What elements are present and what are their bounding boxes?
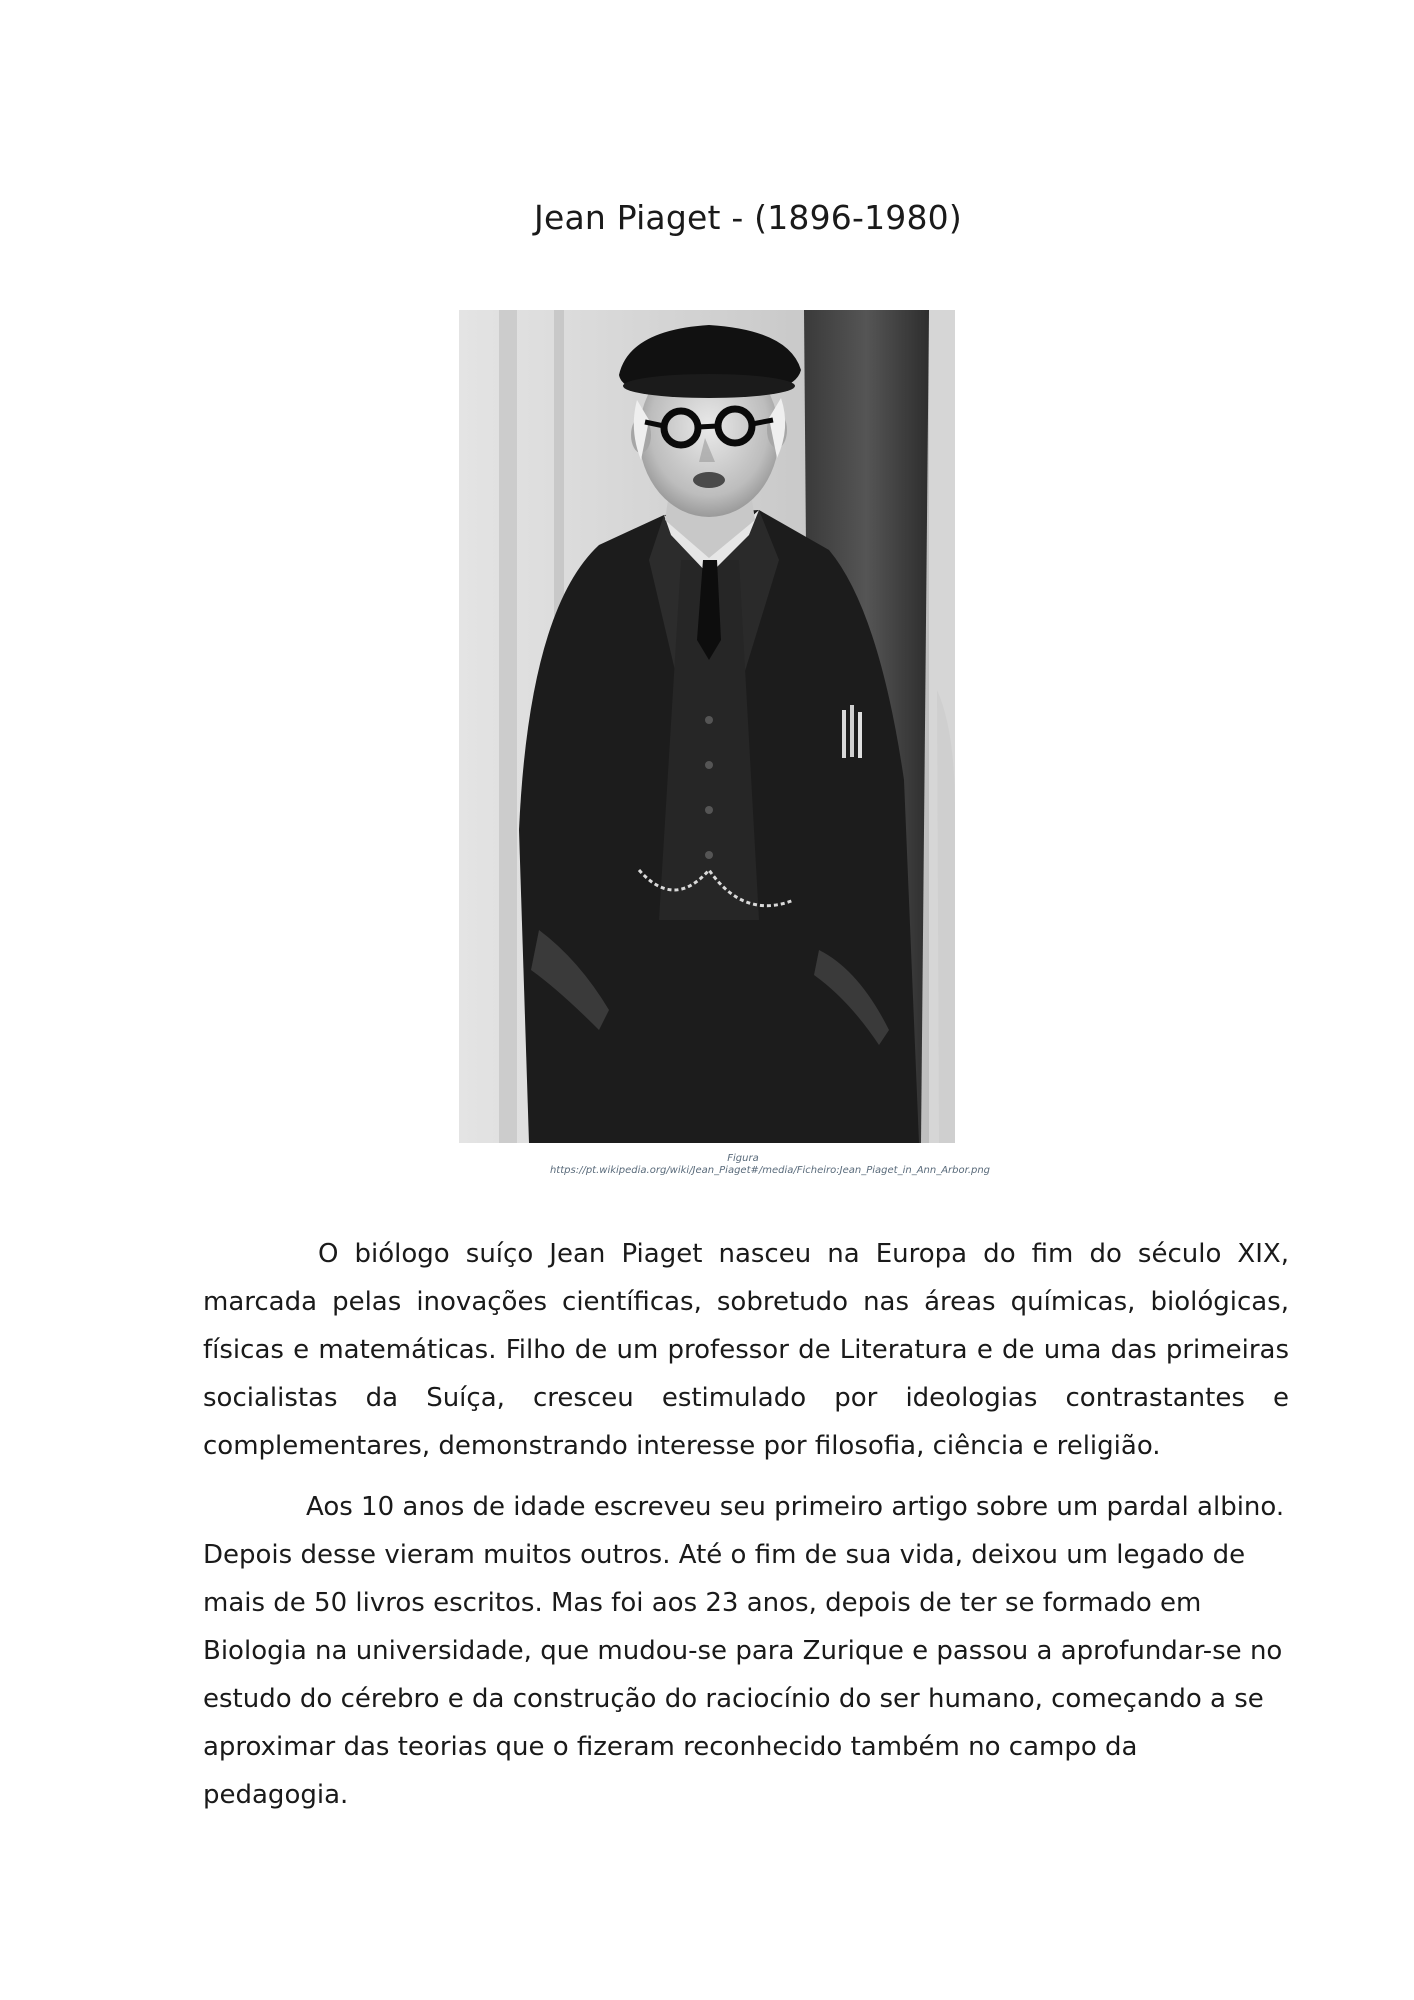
figure-caption-label: Figura	[727, 1153, 759, 1164]
page-title: Jean Piaget - (1896-1980)	[534, 198, 962, 237]
paragraph-biography-intro: O biólogo suíço Jean Piaget nasceu na Europa do fim do século XIX, marcada pelas inovações científicas, sobretudo nas áreas químicas, biológicas, físicas e matemáticas. Filho de um professor de Literatura e de uma das primeiras socialistas da Suíça, cresceu estimulado por ideologias contrastantes e complementares, demonstrando interesse por filosofia, ciência e religião.	[203, 1239, 1289, 1461]
paragraph-biography-career: Aos 10 anos de idade escreveu seu primeiro artigo sobre um pardal albino. Depois desse vieram muitos outros. Até o fim de sua vida, deixou um legado de mais de 50 livros escritos. Mas foi aos 23 anos, depois de ter se formado em Biologia na universidade, que mudou-se para Zurique e passou a aprofundar-se no estudo do cérebro e da construção do raciocínio do ser humano, começando a se aproximar das teorias que o fizeram reconhecido também no campo da pedagogia.	[203, 1492, 1285, 1810]
figure-source-url: https://pt.wikipedia.org/wiki/Jean_Piaget#/media/Ficheiro:Jean_Piaget_in_Ann_Arbor.png	[549, 1165, 991, 1176]
portrait-photo	[459, 310, 955, 1143]
